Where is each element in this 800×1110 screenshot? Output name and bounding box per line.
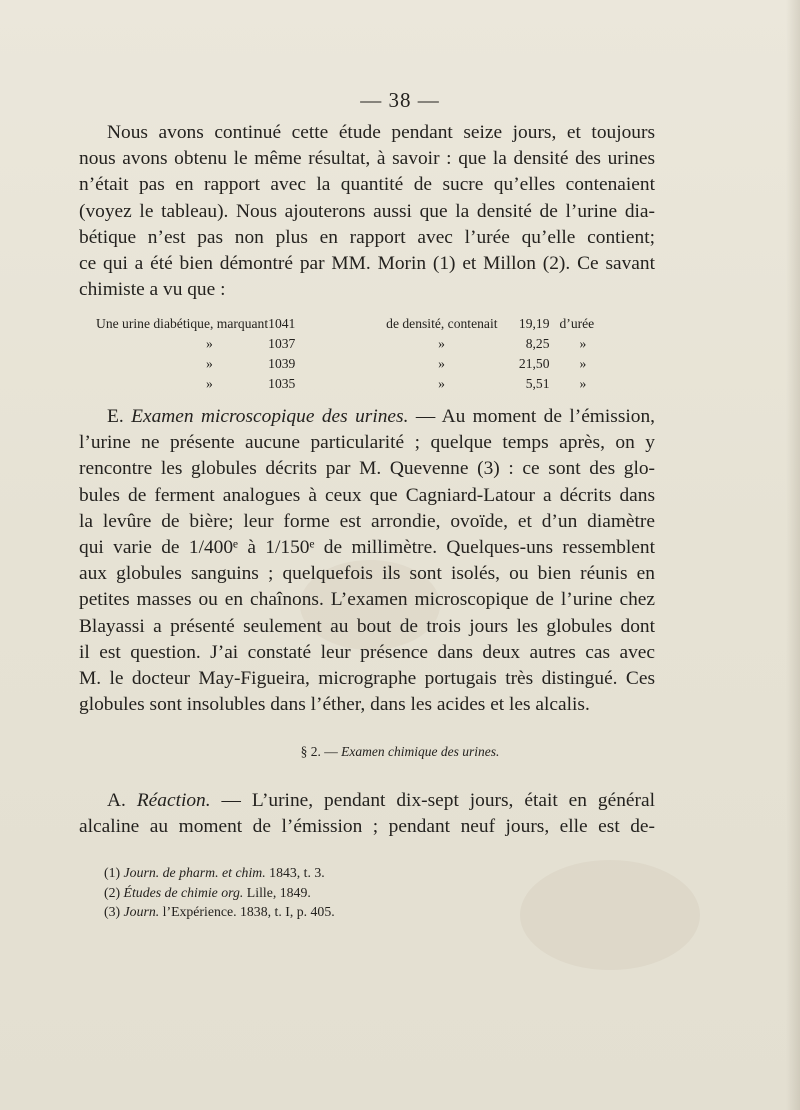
table-cell-uree: 19,19 [518, 316, 550, 331]
section-prefix: § 2. — [300, 744, 338, 759]
footnote-number: (2) [104, 884, 121, 900]
footnote-source: Journ. de pharm. et chim. [123, 865, 266, 880]
footnote-detail: 1843, t. 3. [265, 865, 325, 880]
footnote-source: Études de chimie org. [123, 884, 244, 900]
table-cell-uree: 5,51 [525, 376, 550, 391]
section-letter: A. [107, 790, 126, 811]
text-line: chimiste a vu que : [79, 279, 226, 301]
text-line: Blayassi a présenté seulement au bout de trois jours les globules dont [79, 615, 655, 637]
table-cell: » [206, 376, 213, 391]
paragraph-density [79, 120, 655, 303]
table-cell: » [579, 356, 587, 371]
table-cell: Une urine diabétique, marquant [96, 316, 269, 331]
text-line: la levûre de bière; leur forme est arrondie, ovoïde, et d’un diamètre [79, 510, 655, 532]
text-line: il est question. J’ai constaté leur présence dans deux autres cas avec [79, 641, 655, 663]
section-heading [0, 744, 800, 760]
footnote [104, 883, 335, 903]
section-title: Examen chimique des urines. [341, 744, 500, 759]
text-line: petites masses ou en chaînons. L’examen microscopique de l’urine chez [79, 589, 655, 611]
table-cell: » [579, 336, 587, 351]
footnotes [104, 863, 335, 922]
table-cell-uree: 21,50 [518, 356, 550, 371]
text-line: ce qui a été bien démontré par MM. Morin (1) et Millon (2). Ce savant [79, 253, 655, 275]
text-line: globules sont insolubles dans l’éther, dans les acides et les alcalis. [79, 694, 590, 716]
text-line: qui varie de 1/400ᵉ à 1/150ᵉ de millimètre. Quelques-uns ressemblent [79, 537, 655, 559]
table-row [96, 336, 632, 356]
table-cell-uree: 8,25 [525, 336, 550, 351]
urine-density-table [96, 316, 632, 396]
text-line [79, 788, 655, 814]
text-line: bules de ferment analogues à ceux que Cagniard-Latour a décrits dans [79, 484, 655, 506]
text-fragment: — L’urine, pendant dix-sept jours, était en général [210, 790, 655, 811]
text-line: l’urine ne présente aucune particularité ; quelque temps après, on y [79, 432, 655, 454]
table-cell: » [438, 376, 445, 391]
page-edge-shadow [786, 0, 800, 1110]
page-number: — 38 — [360, 88, 440, 112]
footnote [104, 863, 335, 883]
table-cell: » [206, 356, 213, 371]
footnote [104, 902, 335, 922]
paper-stain [520, 860, 700, 970]
text-line: rencontre les globules décrits par M. Quevenne (3) : ce sont des glo- [79, 458, 655, 480]
table-cell-density: 1039 [268, 356, 296, 371]
text-line: alcaline au moment de l’émission ; pendant neuf jours, elle est de- [79, 816, 655, 838]
text-line: (voyez le tableau). Nous ajouterons aussi que la densité de l’urine dia- [79, 200, 655, 222]
table-cell: d’urée [559, 316, 595, 331]
table-row [96, 316, 632, 336]
text-line [79, 404, 655, 430]
text-line: aux globules sanguins ; quelquefois ils sont isolés, ou bien réunis en [79, 563, 655, 585]
text-fragment: — Au moment de l’émission, [408, 406, 655, 427]
table-row [96, 376, 632, 396]
subsection-heading: Réaction. [136, 790, 211, 811]
table-cell: » [579, 376, 587, 391]
footnote-source: Journ. [123, 904, 160, 919]
subsection-heading: Examen microscopique des urines. [131, 406, 409, 427]
table-cell: » [438, 356, 445, 371]
footnote-detail: l’Expérience. 1838, t. I, p. 405. [159, 904, 335, 919]
footnote-detail: Lille, 1849. [243, 884, 311, 900]
text-line: Nous avons continué cette étude pendant seize jours, et toujours [107, 122, 655, 143]
paragraph-reaction [79, 788, 655, 840]
text-line: n’était pas en rapport avec la quantité de sucre qu’elles contenaient [79, 174, 655, 196]
table-cell: » [206, 336, 213, 351]
section-letter: E. [107, 406, 124, 427]
table-cell-density: 1035 [268, 376, 296, 391]
text-line: nous avons obtenu le même résultat, à savoir : que la densité des urines [79, 148, 655, 170]
table-row [96, 356, 632, 376]
table-cell: de densité, contenait [386, 316, 498, 331]
footnote-number: (3) [104, 904, 121, 919]
table-cell-density: 1041 [268, 316, 296, 331]
table-cell-density: 1037 [268, 336, 296, 351]
footnote-number: (1) [104, 865, 121, 880]
paragraph-microscopic-exam [79, 404, 655, 718]
text-line: M. le docteur May-Figueira, micrographe portugais très distingué. Ces [79, 668, 655, 690]
table-cell: » [438, 336, 445, 351]
text-line: bétique n’est pas non plus en rapport avec l’urée qu’elle contient; [79, 226, 655, 248]
